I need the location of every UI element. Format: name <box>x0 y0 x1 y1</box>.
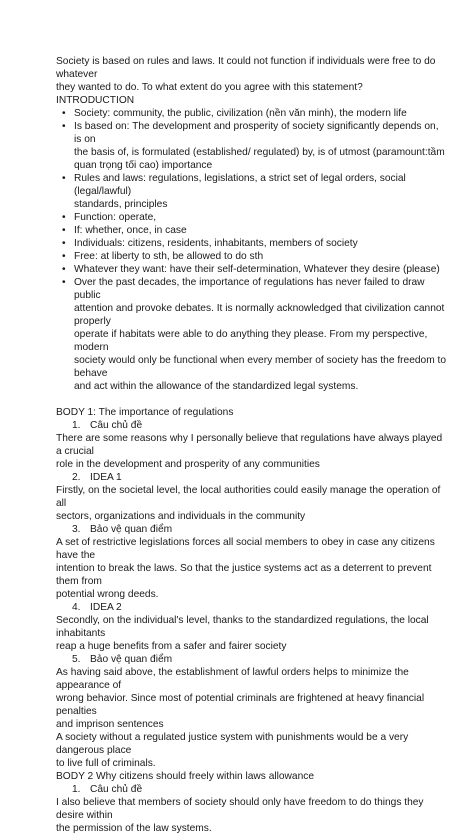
essay-prompt-line: they wanted to do. To what extent do you agree with this statement? <box>56 82 363 93</box>
paragraph-line: to live full of criminals. <box>56 758 156 769</box>
bullet-item: • Whatever they want: have their self-determination, Whatever they desire (please) <box>56 263 448 276</box>
introduction-heading: INTRODUCTION <box>56 95 135 106</box>
paragraph-line: intention to break the laws. So that the justice systems act as a deterrent to prevent them from <box>56 563 432 587</box>
paragraph-line: reap a huge benefits from a safer and fairer society <box>56 641 287 652</box>
paragraph-line: As having said above, the establishment of lawful orders helps to minimize the appearance of <box>56 667 409 691</box>
bullet-item: • Rules and laws: regulations, legislations, a strict set of legal orders, social (legal/lawful) standards, principles <box>56 172 448 211</box>
paragraph-line: There are some reasons why I personally believe that regulations have always played a crucial <box>56 433 443 457</box>
paragraph-gap <box>56 393 448 406</box>
numbered-item: 5. Bảo vệ quan điểm <box>72 654 173 665</box>
body2-heading: BODY 2 Why citizens should freely within laws allowance <box>56 771 315 782</box>
paragraph-line: the permission of the law systems. <box>56 823 212 834</box>
bullet-item: • Society: community, the public, civilization (nền văn minh), the modern life <box>56 107 448 120</box>
bullet-item: • Is based on: The development and prosperity of society significantly depends on, is on the basis of, is formulated (established/ regulated) by, is of utmost (paramount:tầm quan trọng tối cao) importance <box>56 120 448 172</box>
numbered-item: 1. Câu chủ đề <box>72 420 143 431</box>
bullet-item: • Function: operate, <box>56 211 448 224</box>
paragraph-line: and imprison sentences <box>56 719 164 730</box>
document-body <box>56 55 448 835</box>
paragraph-line: role in the development and prosperity of any communities <box>56 459 320 470</box>
numbered-item: 2. IDEA 1 <box>72 472 122 483</box>
bullet-item: • Free: at liberty to sth, be allowed to do sth <box>56 250 448 263</box>
paragraph-line: sectors, organizations and individuals in the community <box>56 511 306 522</box>
paragraph-line: wrong behavior. Since most of potential criminals are frightened at heavy financial penalties <box>56 693 425 717</box>
essay-prompt-line: Society is based on rules and laws. It could not function if individuals were free to do whatever <box>56 56 436 80</box>
numbered-item: 1. Câu chủ đề <box>72 784 143 795</box>
paragraph-line: A set of restrictive legislations forces all social members to obey in case any citizens have the <box>56 537 435 561</box>
bullet-item: • Over the past decades, the importance of regulations has never failed to draw public attention and provoke debates. It is normally acknowledged that civilization cannot properly operate if habitats were able to do anything they please. From my perspective, modern society would only be functional when every member of society has the freedom to behave and act within the allowance of the standardized legal systems. <box>56 276 448 393</box>
paragraph-line: potential wrong deeds. <box>56 589 159 600</box>
body1-heading: BODY 1: The importance of regulations <box>56 407 234 418</box>
bullet-item: • If: whether, once, in case <box>56 224 448 237</box>
paragraph-line: Firstly, on the societal level, the local authorities could easily manage the operation of all <box>56 485 441 509</box>
numbered-item: 4. IDEA 2 <box>72 602 122 613</box>
paragraph-line: A society without a regulated justice system with punishments would be a very dangerous place <box>56 732 409 756</box>
numbered-item: 3. Bảo vệ quan điểm <box>72 524 173 535</box>
paragraph-line: I also believe that members of society should only have freedom to do things they desire within <box>56 797 424 821</box>
paragraph-line: Secondly, on the individual's level, thanks to the standardized regulations, the local inhabitants <box>56 615 429 639</box>
bullet-item: • Individuals: citizens, residents, inhabitants, members of society <box>56 237 448 250</box>
